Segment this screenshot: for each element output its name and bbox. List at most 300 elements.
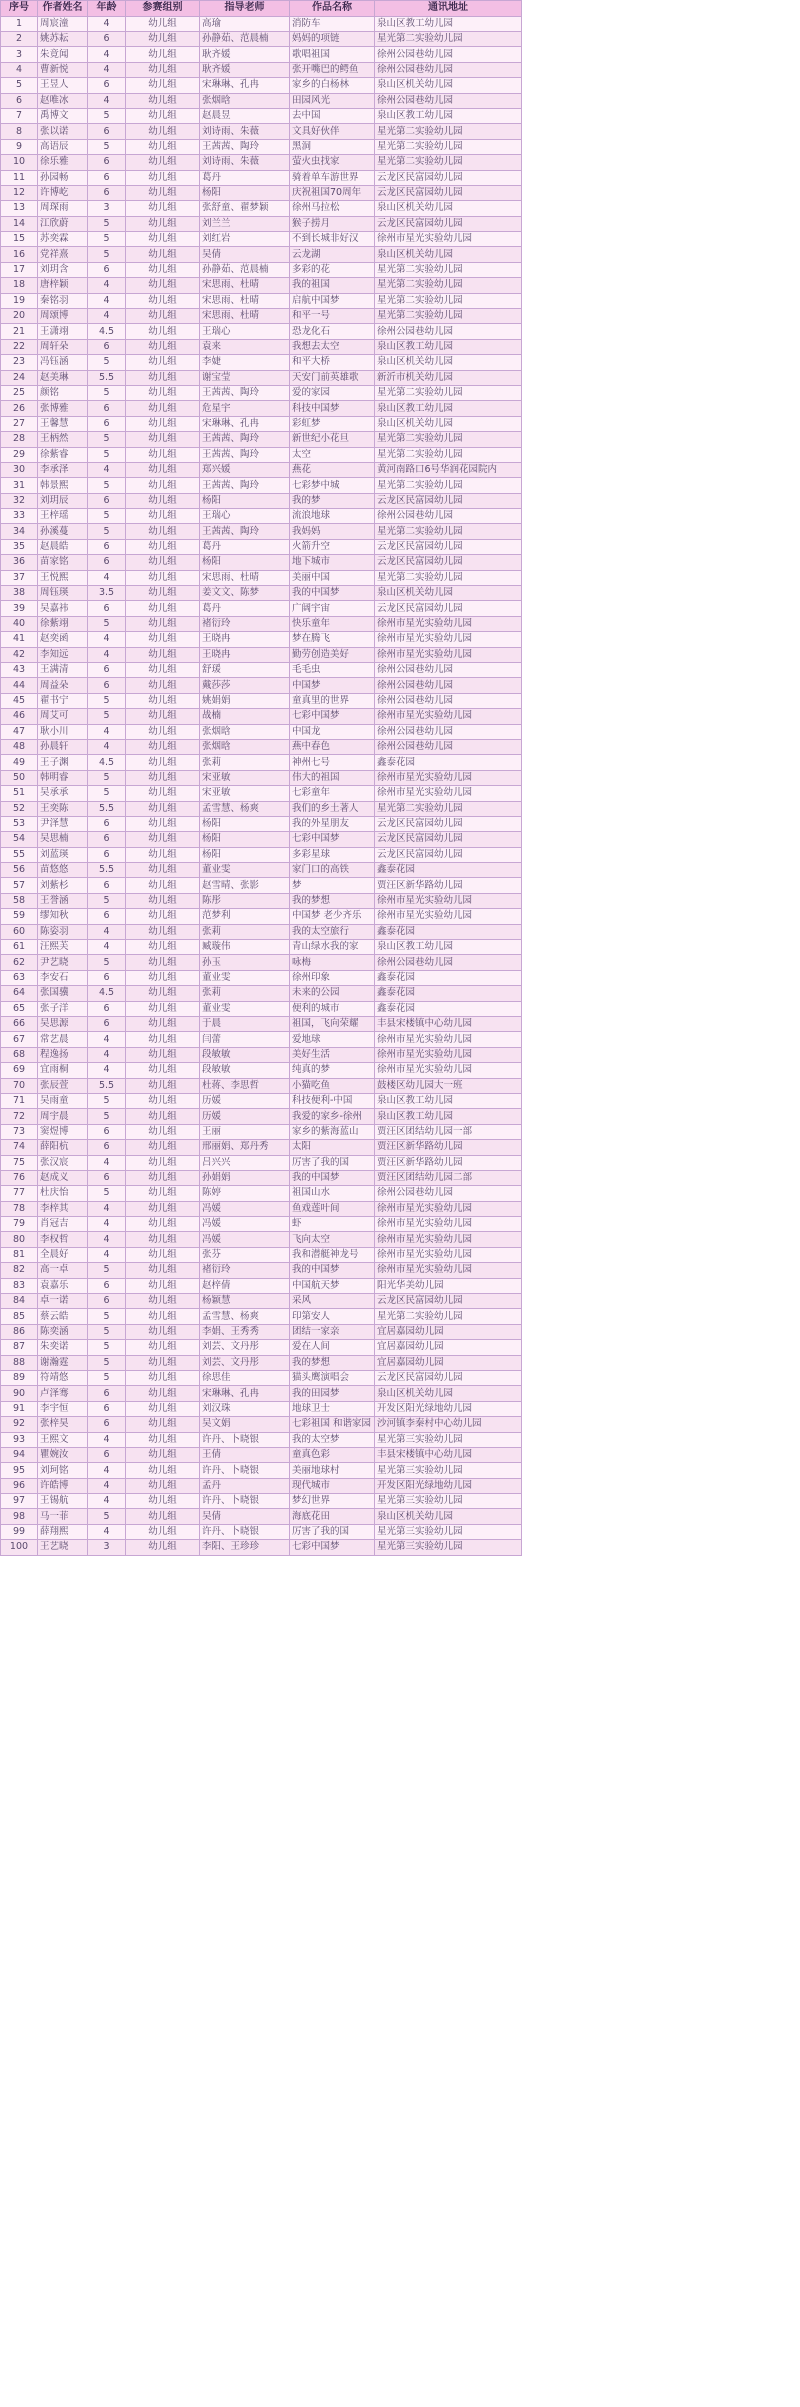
table-row <box>1 509 522 524</box>
cell-work-title: 厉害了我的国 <box>290 1524 375 1539</box>
cell-work-title: 我的中国梦 <box>290 1170 375 1185</box>
table-row <box>1 1093 522 1108</box>
cell-work-title: 火箭升空 <box>290 539 375 554</box>
cell-address: 新沂市机关幼儿园 <box>375 370 522 385</box>
cell-age: 6 <box>88 401 126 416</box>
cell-age: 6 <box>88 185 126 200</box>
cell-teacher: 杨阳 <box>200 816 290 831</box>
table-row <box>1 555 522 570</box>
cell-work-title: 爱的家园 <box>290 385 375 400</box>
cell-address: 云龙区民富园幼儿园 <box>375 555 522 570</box>
table-row <box>1 1047 522 1062</box>
cell-work-title: 田园风光 <box>290 93 375 108</box>
cell-index: 50 <box>1 770 38 785</box>
cell-index: 39 <box>1 601 38 616</box>
cell-teacher: 宋琳琳、孔冉 <box>200 416 290 431</box>
cell-author-name: 党祥熹 <box>38 247 88 262</box>
cell-teacher: 王丽 <box>200 1124 290 1139</box>
table-row <box>1 739 522 754</box>
cell-work-title: 我的梦想 <box>290 893 375 908</box>
cell-address: 云龙区民富园幼儿园 <box>375 832 522 847</box>
cell-age: 5 <box>88 447 126 462</box>
cell-address: 鑫泰花园 <box>375 1001 522 1016</box>
cell-group: 幼儿组 <box>126 663 200 678</box>
cell-teacher: 郑兴媛 <box>200 462 290 477</box>
cell-teacher: 舒瑗 <box>200 663 290 678</box>
cell-work-title: 歌唱祖国 <box>290 47 375 62</box>
cell-work-title: 我的祖国 <box>290 278 375 293</box>
cell-author-name: 苏奕霖 <box>38 232 88 247</box>
cell-address: 泉山区教工幼儿园 <box>375 940 522 955</box>
cell-address: 云龙区民富园幼儿园 <box>375 493 522 508</box>
cell-work-title: 美丽地球村 <box>290 1463 375 1478</box>
cell-index: 20 <box>1 309 38 324</box>
cell-address: 星光第二实验幼儿园 <box>375 524 522 539</box>
cell-index: 81 <box>1 1247 38 1262</box>
cell-index: 38 <box>1 586 38 601</box>
cell-index: 37 <box>1 570 38 585</box>
cell-index: 10 <box>1 155 38 170</box>
cell-author-name: 高一卓 <box>38 1263 88 1278</box>
cell-work-title: 爱地球 <box>290 1032 375 1047</box>
cell-index: 30 <box>1 462 38 477</box>
cell-group: 幼儿组 <box>126 1401 200 1416</box>
cell-address: 泉山区教工幼儿园 <box>375 16 522 31</box>
cell-teacher: 杨颖慧 <box>200 1294 290 1309</box>
cell-index: 47 <box>1 724 38 739</box>
cell-work-title: 祖国山水 <box>290 1186 375 1201</box>
cell-index: 19 <box>1 293 38 308</box>
cell-address: 泉山区教工幼儿园 <box>375 339 522 354</box>
cell-work-title: 家门口的高铁 <box>290 863 375 878</box>
cell-age: 6 <box>88 416 126 431</box>
cell-address: 泉山区教工幼儿园 <box>375 1093 522 1108</box>
cell-index: 9 <box>1 139 38 154</box>
cell-teacher: 陈婷 <box>200 1186 290 1201</box>
cell-age: 5 <box>88 478 126 493</box>
cell-author-name: 赵唯冰 <box>38 93 88 108</box>
cell-work-title: 我的田园梦 <box>290 1386 375 1401</box>
cell-age: 3 <box>88 1540 126 1555</box>
cell-teacher: 王瑞心 <box>200 509 290 524</box>
cell-author-name: 张国骥 <box>38 986 88 1001</box>
table-row <box>1 539 522 554</box>
cell-index: 89 <box>1 1370 38 1385</box>
cell-author-name: 孙园畅 <box>38 170 88 185</box>
cell-age: 5.5 <box>88 801 126 816</box>
cell-index: 49 <box>1 755 38 770</box>
cell-group: 幼儿组 <box>126 878 200 893</box>
table-row <box>1 1401 522 1416</box>
cell-group: 幼儿组 <box>126 924 200 939</box>
cell-address: 泉山区机关幼儿园 <box>375 586 522 601</box>
cell-group: 幼儿组 <box>126 1016 200 1031</box>
table-row <box>1 524 522 539</box>
cell-index: 62 <box>1 955 38 970</box>
cell-address: 云龙区民富园幼儿园 <box>375 1294 522 1309</box>
cell-teacher: 宋思雨、杜晴 <box>200 570 290 585</box>
cell-author-name: 曹新悦 <box>38 62 88 77</box>
cell-author-name: 陈奕涵 <box>38 1324 88 1339</box>
cell-teacher: 孙静茹、范晨楠 <box>200 31 290 46</box>
cell-group: 幼儿组 <box>126 232 200 247</box>
cell-author-name: 马一菲 <box>38 1509 88 1524</box>
cell-group: 幼儿组 <box>126 1047 200 1062</box>
cell-index: 92 <box>1 1417 38 1432</box>
cell-group: 幼儿组 <box>126 1524 200 1539</box>
cell-work-title: 便利的城市 <box>290 1001 375 1016</box>
cell-teacher: 张烟晗 <box>200 739 290 754</box>
cell-teacher: 许丹、卜晓银 <box>200 1524 290 1539</box>
cell-author-name: 孙溪蔓 <box>38 524 88 539</box>
cell-age: 4 <box>88 1463 126 1478</box>
cell-group: 幼儿组 <box>126 1447 200 1462</box>
cell-teacher: 葛丹 <box>200 170 290 185</box>
table-row <box>1 1232 522 1247</box>
cell-age: 5 <box>88 786 126 801</box>
cell-work-title: 童真里的世界 <box>290 693 375 708</box>
cell-teacher: 宋思雨、杜晴 <box>200 278 290 293</box>
cell-teacher: 闫蕾 <box>200 1032 290 1047</box>
cell-teacher: 王茜茜、陶玲 <box>200 478 290 493</box>
header-work-title: 作品名称 <box>290 1 375 17</box>
cell-teacher: 王瑞心 <box>200 324 290 339</box>
cell-teacher: 赵梓倩 <box>200 1278 290 1293</box>
cell-address: 徐州公园巷幼儿园 <box>375 62 522 77</box>
cell-age: 6 <box>88 1417 126 1432</box>
cell-work-title: 我想去太空 <box>290 339 375 354</box>
cell-teacher: 于晨 <box>200 1016 290 1031</box>
cell-index: 5 <box>1 78 38 93</box>
cell-author-name: 卓一诺 <box>38 1294 88 1309</box>
cell-author-name: 张以诺 <box>38 124 88 139</box>
cell-index: 43 <box>1 663 38 678</box>
cell-author-name: 宜雨桐 <box>38 1063 88 1078</box>
cell-age: 6 <box>88 909 126 924</box>
cell-group: 幼儿组 <box>126 1432 200 1447</box>
cell-work-title: 太空 <box>290 447 375 462</box>
cell-age: 4 <box>88 309 126 324</box>
cell-index: 88 <box>1 1355 38 1370</box>
cell-group: 幼儿组 <box>126 1186 200 1201</box>
table-row <box>1 1432 522 1447</box>
cell-author-name: 刘紫杉 <box>38 878 88 893</box>
table-row <box>1 1217 522 1232</box>
cell-author-name: 许博屹 <box>38 185 88 200</box>
cell-age: 5 <box>88 1509 126 1524</box>
cell-work-title: 现代城市 <box>290 1478 375 1493</box>
cell-index: 59 <box>1 909 38 924</box>
cell-age: 5.5 <box>88 863 126 878</box>
table-row <box>1 309 522 324</box>
table-row <box>1 1109 522 1124</box>
table-row <box>1 416 522 431</box>
cell-index: 4 <box>1 62 38 77</box>
cell-address: 徐州市星光实验幼儿园 <box>375 1063 522 1078</box>
cell-group: 幼儿组 <box>126 586 200 601</box>
cell-teacher: 许丹、卜晓银 <box>200 1463 290 1478</box>
cell-age: 5.5 <box>88 370 126 385</box>
cell-address: 徐州公园巷幼儿园 <box>375 955 522 970</box>
cell-teacher: 赵晨昱 <box>200 108 290 123</box>
cell-group: 幼儿组 <box>126 1001 200 1016</box>
cell-teacher: 宋思雨、杜晴 <box>200 309 290 324</box>
cell-author-name: 张博雅 <box>38 401 88 416</box>
cell-author-name: 徐紫翊 <box>38 616 88 631</box>
cell-index: 82 <box>1 1263 38 1278</box>
cell-author-name: 赵成义 <box>38 1170 88 1185</box>
cell-teacher: 王茜茜、陶玲 <box>200 432 290 447</box>
cell-group: 幼儿组 <box>126 724 200 739</box>
cell-work-title: 我的外星朋友 <box>290 816 375 831</box>
table-row <box>1 78 522 93</box>
cell-address: 徐州市星光实验幼儿园 <box>375 647 522 662</box>
cell-age: 4 <box>88 647 126 662</box>
cell-teacher: 孟丹 <box>200 1478 290 1493</box>
table-row <box>1 1063 522 1078</box>
cell-author-name: 李梓其 <box>38 1201 88 1216</box>
cell-author-name: 王馨慧 <box>38 416 88 431</box>
cell-address: 徐州公园巷幼儿园 <box>375 93 522 108</box>
cell-work-title: 和平大桥 <box>290 355 375 370</box>
cell-teacher: 宋思雨、杜晴 <box>200 293 290 308</box>
cell-work-title: 梦幻世界 <box>290 1494 375 1509</box>
cell-age: 4 <box>88 1155 126 1170</box>
cell-teacher: 姜文文、陈梦 <box>200 586 290 601</box>
cell-teacher: 宋亚敏 <box>200 786 290 801</box>
cell-group: 幼儿组 <box>126 1494 200 1509</box>
cell-address: 贾汪区新华路幼儿园 <box>375 1155 522 1170</box>
cell-age: 5 <box>88 232 126 247</box>
header-group: 参赛组别 <box>126 1 200 17</box>
cell-address: 星光第二实验幼儿园 <box>375 447 522 462</box>
table-row <box>1 709 522 724</box>
cell-teacher: 张烟晗 <box>200 93 290 108</box>
cell-index: 7 <box>1 108 38 123</box>
cell-work-title: 海底花田 <box>290 1509 375 1524</box>
cell-work-title: 中国梦 <box>290 678 375 693</box>
cell-author-name: 张辰萱 <box>38 1078 88 1093</box>
cell-index: 14 <box>1 216 38 231</box>
table-row <box>1 1478 522 1493</box>
cell-age: 5 <box>88 770 126 785</box>
cell-author-name: 李宇恒 <box>38 1401 88 1416</box>
cell-address: 泉山区机关幼儿园 <box>375 78 522 93</box>
cell-index: 79 <box>1 1217 38 1232</box>
table-row <box>1 1370 522 1385</box>
cell-age: 4 <box>88 924 126 939</box>
cell-author-name: 王潇翊 <box>38 324 88 339</box>
cell-index: 95 <box>1 1463 38 1478</box>
cell-age: 4.5 <box>88 755 126 770</box>
cell-index: 74 <box>1 1140 38 1155</box>
cell-address: 黄河南路口6号华润花园院内 <box>375 462 522 477</box>
cell-teacher: 赵雪晴、张影 <box>200 878 290 893</box>
cell-author-name: 李承泽 <box>38 462 88 477</box>
cell-author-name: 李安石 <box>38 970 88 985</box>
cell-age: 5 <box>88 1109 126 1124</box>
table-row <box>1 124 522 139</box>
cell-teacher: 耿齐媛 <box>200 62 290 77</box>
cell-index: 13 <box>1 201 38 216</box>
cell-teacher: 张莉 <box>200 986 290 1001</box>
cell-group: 幼儿组 <box>126 909 200 924</box>
cell-author-name: 王昱人 <box>38 78 88 93</box>
cell-teacher: 杨阳 <box>200 185 290 200</box>
cell-author-name: 肖冠吉 <box>38 1217 88 1232</box>
cell-group: 幼儿组 <box>126 647 200 662</box>
cell-author-name: 杜庆怡 <box>38 1186 88 1201</box>
cell-age: 6 <box>88 539 126 554</box>
cell-address: 星光第二实验幼儿园 <box>375 1309 522 1324</box>
cell-index: 83 <box>1 1278 38 1293</box>
cell-author-name: 吴嘉祎 <box>38 601 88 616</box>
cell-age: 5 <box>88 385 126 400</box>
cell-teacher: 冯媛 <box>200 1232 290 1247</box>
cell-author-name: 刘蓝瑛 <box>38 847 88 862</box>
cell-index: 55 <box>1 847 38 862</box>
cell-group: 幼儿组 <box>126 293 200 308</box>
table-row <box>1 816 522 831</box>
cell-group: 幼儿组 <box>126 632 200 647</box>
table-row <box>1 493 522 508</box>
cell-address: 贾汪区团结幼儿园二部 <box>375 1170 522 1185</box>
table-row <box>1 786 522 801</box>
cell-index: 21 <box>1 324 38 339</box>
table-row <box>1 1140 522 1155</box>
cell-teacher: 王茜茜、陶玲 <box>200 524 290 539</box>
cell-index: 29 <box>1 447 38 462</box>
cell-group: 幼儿组 <box>126 401 200 416</box>
cell-index: 64 <box>1 986 38 1001</box>
cell-work-title: 科技便利-中国 <box>290 1093 375 1108</box>
cell-index: 34 <box>1 524 38 539</box>
cell-teacher: 杨阳 <box>200 847 290 862</box>
cell-age: 4 <box>88 47 126 62</box>
cell-group: 幼儿组 <box>126 709 200 724</box>
cell-author-name: 谢瀚霆 <box>38 1355 88 1370</box>
cell-group: 幼儿组 <box>126 970 200 985</box>
cell-group: 幼儿组 <box>126 47 200 62</box>
cell-author-name: 冯钰涵 <box>38 355 88 370</box>
cell-group: 幼儿组 <box>126 124 200 139</box>
table-row <box>1 278 522 293</box>
cell-author-name: 周艾可 <box>38 709 88 724</box>
header-age: 年龄 <box>88 1 126 17</box>
cell-teacher: 刘芸、文丹彤 <box>200 1355 290 1370</box>
cell-index: 72 <box>1 1109 38 1124</box>
cell-author-name: 吴承承 <box>38 786 88 801</box>
cell-address: 星光第三实验幼儿园 <box>375 1540 522 1555</box>
cell-index: 25 <box>1 385 38 400</box>
cell-address: 徐州公园巷幼儿园 <box>375 47 522 62</box>
cell-age: 5 <box>88 524 126 539</box>
cell-author-name: 秦铭羽 <box>38 293 88 308</box>
cell-address: 星光第二实验幼儿园 <box>375 124 522 139</box>
table-row <box>1 139 522 154</box>
cell-age: 4 <box>88 940 126 955</box>
cell-author-name: 唐梓颖 <box>38 278 88 293</box>
cell-work-title: 云龙湖 <box>290 247 375 262</box>
table-row <box>1 1447 522 1462</box>
table-row <box>1 93 522 108</box>
cell-address: 鑫泰花园 <box>375 755 522 770</box>
cell-group: 幼儿组 <box>126 509 200 524</box>
cell-teacher: 刘汉珠 <box>200 1401 290 1416</box>
cell-teacher: 范梦利 <box>200 909 290 924</box>
cell-address: 贾汪区团结幼儿园一部 <box>375 1124 522 1139</box>
cell-age: 5 <box>88 1093 126 1108</box>
cell-index: 87 <box>1 1340 38 1355</box>
cell-index: 26 <box>1 401 38 416</box>
cell-age: 4 <box>88 1247 126 1262</box>
cell-author-name: 薛翔熙 <box>38 1524 88 1539</box>
cell-teacher: 刘兰兰 <box>200 216 290 231</box>
cell-address: 沙河镇李秦村中心幼儿园 <box>375 1417 522 1432</box>
table-row <box>1 601 522 616</box>
cell-author-name: 赵晨皓 <box>38 539 88 554</box>
cell-teacher: 杨阳 <box>200 832 290 847</box>
cell-address: 贾汪区新华路幼儿园 <box>375 1140 522 1155</box>
cell-index: 3 <box>1 47 38 62</box>
cell-index: 12 <box>1 185 38 200</box>
cell-group: 幼儿组 <box>126 1509 200 1524</box>
cell-author-name: 缪知秋 <box>38 909 88 924</box>
cell-work-title: 地球卫士 <box>290 1401 375 1416</box>
cell-work-title: 庆祝祖国70周年 <box>290 185 375 200</box>
cell-index: 58 <box>1 893 38 908</box>
table-row <box>1 770 522 785</box>
cell-age: 6 <box>88 847 126 862</box>
cell-author-name: 孙晨轩 <box>38 739 88 754</box>
cell-age: 6 <box>88 555 126 570</box>
cell-address: 星光第二实验幼儿园 <box>375 385 522 400</box>
cell-work-title: 太阳 <box>290 1140 375 1155</box>
cell-work-title: 骑着单车游世界 <box>290 170 375 185</box>
table-row <box>1 1417 522 1432</box>
cell-age: 4.5 <box>88 986 126 1001</box>
table-row <box>1 924 522 939</box>
cell-address: 星光第二实验幼儿园 <box>375 570 522 585</box>
cell-age: 4 <box>88 278 126 293</box>
cell-author-name: 苗家铭 <box>38 555 88 570</box>
cell-age: 6 <box>88 31 126 46</box>
cell-work-title: 去中国 <box>290 108 375 123</box>
cell-group: 幼儿组 <box>126 155 200 170</box>
cell-teacher: 王茜茜、陶玲 <box>200 385 290 400</box>
cell-age: 5 <box>88 1355 126 1370</box>
cell-age: 6 <box>88 1294 126 1309</box>
cell-author-name: 颜铭 <box>38 385 88 400</box>
cell-group: 幼儿组 <box>126 185 200 200</box>
cell-age: 5 <box>88 139 126 154</box>
table-row <box>1 1309 522 1324</box>
cell-work-title: 多彩星球 <box>290 847 375 862</box>
cell-age: 6 <box>88 1278 126 1293</box>
cell-age: 6 <box>88 1170 126 1185</box>
cell-work-title: 我的太空旅行 <box>290 924 375 939</box>
cell-group: 幼儿组 <box>126 170 200 185</box>
cell-address: 星光第二实验幼儿园 <box>375 278 522 293</box>
cell-work-title: 我们的乡土著人 <box>290 801 375 816</box>
cell-teacher: 历媛 <box>200 1093 290 1108</box>
cell-index: 56 <box>1 863 38 878</box>
table-row <box>1 1540 522 1555</box>
table-row <box>1 108 522 123</box>
cell-teacher: 刘红岩 <box>200 232 290 247</box>
cell-address: 云龙区民富园幼儿园 <box>375 847 522 862</box>
cell-teacher: 耿齐媛 <box>200 47 290 62</box>
